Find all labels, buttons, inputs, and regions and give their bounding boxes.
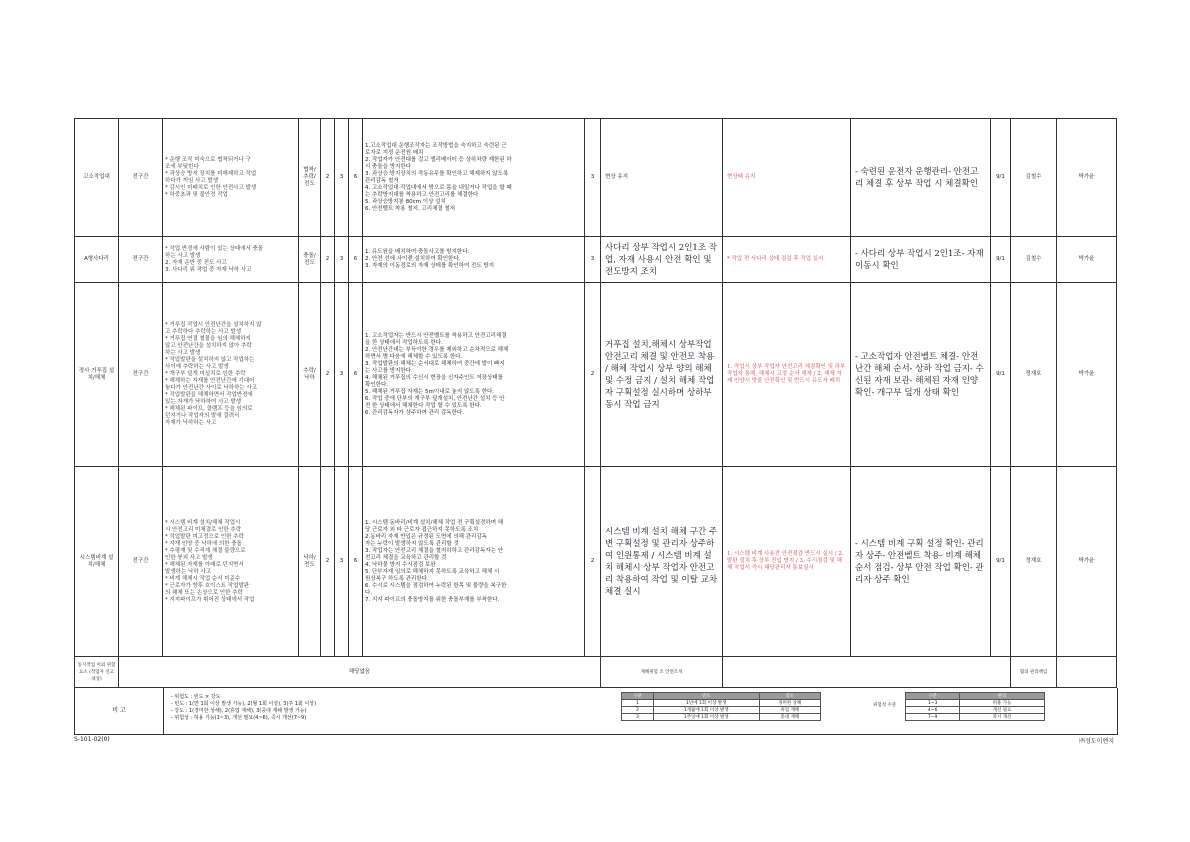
location: 전구간: [119, 237, 163, 283]
confirmation-handwritten: [851, 237, 991, 283]
hazard-line: 고 추락하다 추락하는 사고 발생: [165, 329, 242, 335]
header-cell: 관리: [960, 693, 1045, 700]
hazard-line: 사이에 추락하는 사고 발생: [165, 364, 229, 370]
table-cell: 3: [622, 714, 654, 721]
table-row: [622, 700, 821, 707]
residual-risk: 2: [585, 283, 601, 467]
hazard-line: * 자재 인양 중 낙하에 의한 충돌: [165, 540, 242, 547]
measure-line: 2. 안전 선에 사이렌 설치하여 확인한다.: [365, 256, 461, 262]
measure-line: 관리감독 철저: [365, 177, 399, 184]
residual-risk: 3: [585, 119, 601, 237]
hazard-line: 하는 사고 발생: [165, 350, 201, 356]
hazard-line: * 해체된 자재를 아래로 던지면서: [165, 561, 244, 568]
location: 전구간: [119, 467, 163, 657]
severity: 3: [335, 467, 349, 657]
measure-line: 는 추락방지대를 착용하고 안전고리를 체결한다: [365, 191, 479, 198]
table-cell: 휴업 재해: [759, 707, 820, 714]
measure-line: 7. 지지 파이프의 충돌방지를 위한 충돌부재를 부착한다.: [365, 596, 500, 603]
frequency: 2: [321, 467, 335, 657]
measure-line: 시 충돌을 방지한다: [365, 163, 412, 170]
hazard-line: 3. 사다리 위 작업 중 자재 낙하 사고: [165, 266, 252, 273]
measure-line: 1. 유도원을 배치하여 충돌사고를 방지한다.: [365, 249, 470, 255]
hazard-line: 놓다가 안전난간 사이로 낙하하는 사고: [165, 385, 258, 391]
risk-score: 6: [349, 119, 363, 237]
confirm-line: - 자재 이동시 확인: [855, 248, 984, 271]
check-date: 9/1: [991, 467, 1011, 657]
notes-footer: [74, 688, 1118, 735]
confirm-line: - 안전난간 해체 순서: [855, 351, 979, 374]
confirm-line: - 고소작업자 안전벨트 체결: [855, 351, 957, 362]
measure-line: 원상복구 하도록 관리한다.: [365, 575, 429, 582]
notes-lines: [171, 694, 671, 722]
hazard-line: 시 안전고리 미체결로 인한 추락: [165, 526, 242, 533]
table-cell: 1년에 1회 이상 발생: [653, 700, 759, 707]
measure-line: 전 한 상태에서 해체한다 작업 할 수 있도록 한다.: [365, 402, 482, 409]
notes-label: 비 고: [75, 688, 164, 734]
risk-type: 추락/낙하: [299, 283, 321, 467]
risk-level-table: [905, 692, 1045, 721]
signature-2: 박가윤: [1057, 237, 1117, 283]
table-cell: 2: [622, 707, 654, 714]
check-date: 9/1: [991, 119, 1011, 237]
risk-type: 협착/추락/전도: [299, 119, 321, 237]
confirm-line: - 숙련된 운전자 운행관리: [855, 166, 949, 177]
hazard-description: [163, 467, 299, 657]
risk-score: 6: [349, 467, 363, 657]
improvement-handwritten: 1. 작업시 상부 작업자 안전고리 체결확인 및 하부 작업자 통제, 해체시 고정 순서 해체 / 2. 해체 자재 인양시 밧줄 안전확인 및 반드시 유도자 배치: [723, 283, 851, 467]
task-name: 고소작업대: [75, 119, 119, 237]
hazard-line: * 해체하는 자재를 안전난간에 기대어: [165, 378, 255, 384]
location: 전구간: [119, 283, 163, 467]
hazard-line: 발생하는 낙하 사고: [165, 568, 212, 575]
table-header: [622, 693, 821, 700]
check-date: 9/1: [991, 237, 1011, 283]
disaster-risk-label: 재해위험 조 안전조치: [601, 657, 723, 688]
footer-blank: [723, 657, 1011, 688]
management-label: 협의 관리책임: [1011, 657, 1057, 688]
measure-line: 다.: [365, 589, 373, 596]
confirmation-handwritten: [851, 119, 991, 237]
severity: 3: [335, 283, 349, 467]
form-code: S-101-02(0): [74, 736, 110, 743]
improvement-handwritten: 현상태 유지: [723, 119, 851, 237]
risk-score: 6: [349, 283, 363, 467]
frequency: 2: [321, 119, 335, 237]
risk-row: [75, 119, 1117, 237]
measure-line: 2.동바리 자재 반입은 규정된 도면에 의해 관리감독: [365, 533, 487, 540]
confirm-line: - 관리자 상주: [855, 538, 984, 561]
hazard-line: * 감시인 미배치로 인한 안전사고 발생: [165, 184, 257, 191]
confirm-line: - 안전고리 체결 후: [855, 166, 979, 189]
header-cell: 강도: [759, 693, 820, 700]
table-cell: 7~9: [906, 714, 960, 721]
confirm-line: 상부 작업 시 체결확인: [893, 178, 978, 189]
measure-line: 로자로 지정 운전원 배치: [365, 149, 424, 156]
confirm-line: - 개구부 덮개 상태: [871, 387, 940, 398]
signature-1: 김철수: [1011, 119, 1057, 237]
table-row: [622, 714, 821, 721]
table-cell: 개선 필요: [960, 707, 1045, 714]
signature-1: 정재호: [1011, 467, 1057, 657]
hazard-description: [163, 119, 299, 237]
hazard-line: * 거푸집 연결 철물을 임의 해체하지: [165, 336, 251, 342]
risk-type: 충돌/전도: [299, 237, 321, 283]
table-row: [622, 707, 821, 714]
current-status-handwritten: 시스템 비계 설치 해체 구간 주변 구획설정 및 관리자 상주하여 인원통제 / 시스템 비계 설치 해체시 상부 작업자 안전고리 착용하여 작업 및 이탈 교차체결 실시: [601, 467, 723, 657]
hazard-line: * 근로자가 향후 호이스트 작업발판: [165, 582, 250, 589]
measure-line: 5. 과상승방지봉 80cm 이상 설치: [365, 198, 446, 205]
hazard-line: * 작업발판을 설치하지 않고 작업하는: [165, 357, 255, 363]
current-status-handwritten: 거푸집 설치,해체시 상부작업 안전고리 체결 및 안전모 착용 / 해체 작업시 상부 양의 해체 및 수정 금지 / 설치 해체 작업자 구획설정 실시하며 상하부 동시 작업 금지: [601, 283, 723, 467]
confirm-line: 확인: [939, 387, 960, 398]
hazard-line: * 과상승 방지 장치를 미해제하고 작업: [165, 170, 257, 177]
measure-line: 3. 작업자는 안전고리 체결을 철저히하고 관리감독자는 안: [365, 547, 503, 554]
table-cell: 4~6: [906, 707, 960, 714]
measure-line: 2. 작업자가 안전대를 걸고 엘리베이터 등 상하차량 제한된 하: [365, 156, 512, 163]
hazard-line: * 하중초과 및 불안정 작업: [165, 191, 228, 198]
location: 전구간: [119, 119, 163, 237]
hazard-line: * 지지파이프가 휘어진 상태에서 작업: [165, 596, 255, 603]
confirm-line: - 관리자 상주 확인: [855, 562, 984, 585]
reduction-measures: [363, 283, 585, 467]
measure-line: 6. 관리감독자가 상주하여 관리 감독한다.: [365, 409, 464, 416]
risk-score: 6: [349, 237, 363, 283]
reduction-measures: [363, 119, 585, 237]
hazard-line: * 운행 조작 미숙으로 협착되거나 구: [165, 156, 251, 163]
measure-line: 3. 과상승 방지장치의 작동유무를 확인하고 해제하지 않도록: [365, 170, 509, 177]
severity: 3: [335, 119, 349, 237]
measure-line: 1.고소작업대 운행조작자는 조작방법을 숙지하고 숙련된 근: [365, 142, 507, 149]
table-header: [906, 693, 1045, 700]
confirm-line: - 수신된 자재 보관: [855, 363, 984, 386]
measure-line: 6. 안전벨트 착용 철저, 고리체결 철저: [365, 205, 456, 212]
measure-line: 는 사고를 방지한다.: [365, 367, 413, 374]
improvement-handwritten: 1. 시스템 비계 사용전 안전점검 반드시 실시 / 2. 발판 설치 후 상부 진입 방지 / 3. 수시점검 및 해체 작업시 즉시 해당관리자 통보실시: [723, 467, 851, 657]
hazard-line: * 작업 반경에 사람이 있는 상태에서 충돌: [165, 245, 264, 252]
residual-risk: 3: [585, 237, 601, 283]
measure-line: 1. 시스템 동바리/비계 설치/해체 작업 전 구획설정하며 해: [365, 519, 504, 526]
hazard-line: * 수평재 및 수직재 체결 불량으로: [165, 547, 246, 554]
company-name: ㈜성도이엔지: [1079, 738, 1114, 745]
risk-row: [75, 237, 1117, 283]
measure-line: 5. 단부자재 임의로 해체하지 못하도록 교육하고 해체 시: [365, 568, 500, 575]
measure-line: 6. 수시로 시스템을 점검하여 누락된 항목 및 불량을 복구한: [365, 582, 507, 589]
concurrent-work-label: 동시작업 이외 위험 요소 (작업자 신고 대상): [75, 657, 119, 688]
measure-line: 3. 자재의 이동경로의 자재 상태를 확인하여 전도 방지: [365, 263, 495, 269]
header-cell: 빈도: [653, 693, 759, 700]
measure-line: 4. 해체된 거푸집의 수신시 현장을 신자주인트 저장상태를: [365, 374, 503, 381]
hazard-line: 하는 사고 발생: [165, 252, 201, 259]
table-cell: 1: [622, 700, 654, 707]
note-line: - 강도 : 1(경미한 상해), 2(휴업 재해), 3(중대 재해 발생 가능): [171, 708, 307, 714]
confirmation-handwritten: [851, 283, 991, 467]
concurrent-work-value: 해당없음: [119, 657, 601, 688]
table-cell: 1~3: [906, 700, 960, 707]
hazard-line: 자재가 낙하하는 사고: [165, 420, 217, 426]
table-row: [906, 700, 1045, 707]
frequency: 2: [321, 237, 335, 283]
confirm-line: - 비계 해체 순서 점검: [855, 550, 982, 573]
current-status-handwritten: 현상 유지: [601, 119, 723, 237]
frequency: 2: [321, 283, 335, 467]
table-cell: 1개월에 1회 이상 발생: [653, 707, 759, 714]
measure-line: 확인한다.: [365, 381, 389, 388]
hazard-line: * 작업발판 미고정으로 인한 추락: [165, 533, 244, 540]
measure-line: 자는 누락이 발생하지 않도록 관리할 것: [365, 540, 459, 547]
reduction-measures: [363, 237, 585, 283]
hazard-line: 조에 부딪힌다: [165, 163, 199, 170]
hazard-line: * 개구부 덮개 미설치로 인한 추락: [165, 371, 246, 377]
hazard-line: 인한 붕괴 사고 발생: [165, 554, 213, 561]
frequency-table: [621, 692, 821, 721]
signature-1: 정재호: [1011, 283, 1057, 467]
check-date: 9/1: [991, 283, 1011, 467]
hazard-line: 2. 자재 운반 중 전도 사고: [165, 259, 227, 266]
hazard-line: * 시스템 비계 설치/해체 작업시: [165, 519, 241, 526]
note-line: - 빈도 : 1(연 1회 이상 발생 가능), 2(월 1회 이상), 3(주 1회 이상): [171, 701, 317, 707]
header-cell: 구분: [906, 693, 960, 700]
measure-line: 6. 작업 중에 단부의 개구부 덮개설치, 안전난간 설치 등 안: [365, 395, 505, 402]
footer-blank-2: [1057, 657, 1117, 688]
risk-row: [75, 467, 1117, 657]
hazard-description: [163, 283, 299, 467]
table-row: [906, 707, 1045, 714]
confirm-line: - 안전벨트 착용: [882, 550, 940, 561]
table-cell: 중대 재해: [759, 714, 820, 721]
hazard-line: 의 해체 또는 손상으로 인한 추락: [165, 589, 243, 596]
measure-line: 2. 안전난간대는 부득이한 경우를 제외하고 순차적으로 해체: [365, 346, 509, 353]
hazard-line: * 비계 해체시 작업 순서 미준수: [165, 575, 241, 582]
note-line: - 위험성 : 허용 가능(1~3), 개선 필요(4~6), 즉시 개선(7~9): [171, 715, 307, 721]
table-cell: 허용 가능: [960, 700, 1045, 707]
table-cell: 1주일에 1회 이상 발생: [653, 714, 759, 721]
measure-line: 3. 작업발판의 해체는 순서대로 해체하여 중간에 발이 빠지: [365, 360, 505, 367]
confirmation-handwritten: [851, 467, 991, 657]
improvement-handwritten: * 작업 전 사다리 상태 점검 후 작업 실시: [723, 237, 851, 283]
table-cell: 즉시 개선: [960, 714, 1045, 721]
confirm-line: - 사다리 상부 작업시 2인1조: [855, 248, 962, 259]
footer-row: [75, 657, 1117, 688]
measure-line: 전고리 체결을 교육하고 관리할 것: [365, 554, 447, 561]
confirm-line: - 시스템 비계 구획 설정 확인: [855, 538, 962, 549]
table-row: [906, 714, 1045, 721]
measure-line: 1. 고소작업자는 반드시 안전벨트를 착용하고 안전고리체결: [365, 332, 507, 339]
measure-line: 5. 해체된 거푸집 자재는 5m이내로 놓지 않도록 한다.: [365, 388, 495, 395]
hazard-line: 않고 안전난간을 설치하지 않아 추락: [165, 343, 252, 349]
hazard-line: * 해체된 파이프, 클램프 등을 임의로: [165, 406, 253, 412]
task-name: 경사 거푸집 설치/해체: [75, 283, 119, 467]
table-cell: 경미한 상해: [759, 700, 820, 707]
confirm-line: - 상하 작업 금지: [909, 363, 970, 374]
task-name: 시스템비계 설치/해체: [75, 467, 119, 657]
measure-line: 당 근로자 외 타 근로자 접근하지 못하도록 조치: [365, 526, 479, 533]
hazard-line: 던지거나 작업자의 발에 걸려서: [165, 413, 240, 419]
reduction-measures: [363, 467, 585, 657]
risk-level-label: 위험성 수준: [873, 703, 897, 708]
measure-line: 4. 고소작업대 작업대에서 밖으로 몸을 내밀거나 작업을 할 때: [365, 184, 512, 191]
measure-line: 하면서 별 다음에 해체할 수 있도록 한다.: [365, 353, 463, 360]
risk-assessment-sheet: [74, 118, 1116, 730]
measure-line: 4. 낙하물 방지 수시점검 보완: [365, 561, 436, 568]
signature-1: 김철수: [1011, 237, 1057, 283]
current-status-handwritten: 사다리 상부 작업시 2인1조 작업, 자재 사용시 안전 확인 및 전도방지 조치: [601, 237, 723, 283]
signature-2: 박가윤: [1057, 467, 1117, 657]
signature-2: 박가윤: [1057, 119, 1117, 237]
residual-risk: 2: [585, 467, 601, 657]
hazard-line: * 작업발판을 해체하면서 작업반경에: [165, 392, 253, 398]
measure-line: 을 한 상태에서 작업하도록 한다.: [365, 339, 443, 346]
confirm-line: - 해체된 자재 인양 확인: [855, 375, 979, 398]
risk-table: [74, 118, 1117, 688]
confirm-line: - 상부 안전 작업 확인: [890, 562, 970, 573]
note-line: - 위험도 : 빈도 × 강도: [171, 694, 221, 700]
risk-type: 낙하/전도: [299, 467, 321, 657]
signature-2: 박가윤: [1057, 283, 1117, 467]
hazard-description: [163, 237, 299, 283]
header-cell: 구분: [622, 693, 654, 700]
severity: 3: [335, 237, 349, 283]
task-name: A형사다리: [75, 237, 119, 283]
risk-row: [75, 283, 1117, 467]
hazard-line: 하다가 끼임 사고 발생: [165, 177, 219, 184]
hazard-line: 있는 자재가 낙하하여 사고 발생: [165, 399, 242, 405]
hazard-line: * 거푸집 작업시 안전난간을 설치하지 않: [165, 322, 262, 328]
